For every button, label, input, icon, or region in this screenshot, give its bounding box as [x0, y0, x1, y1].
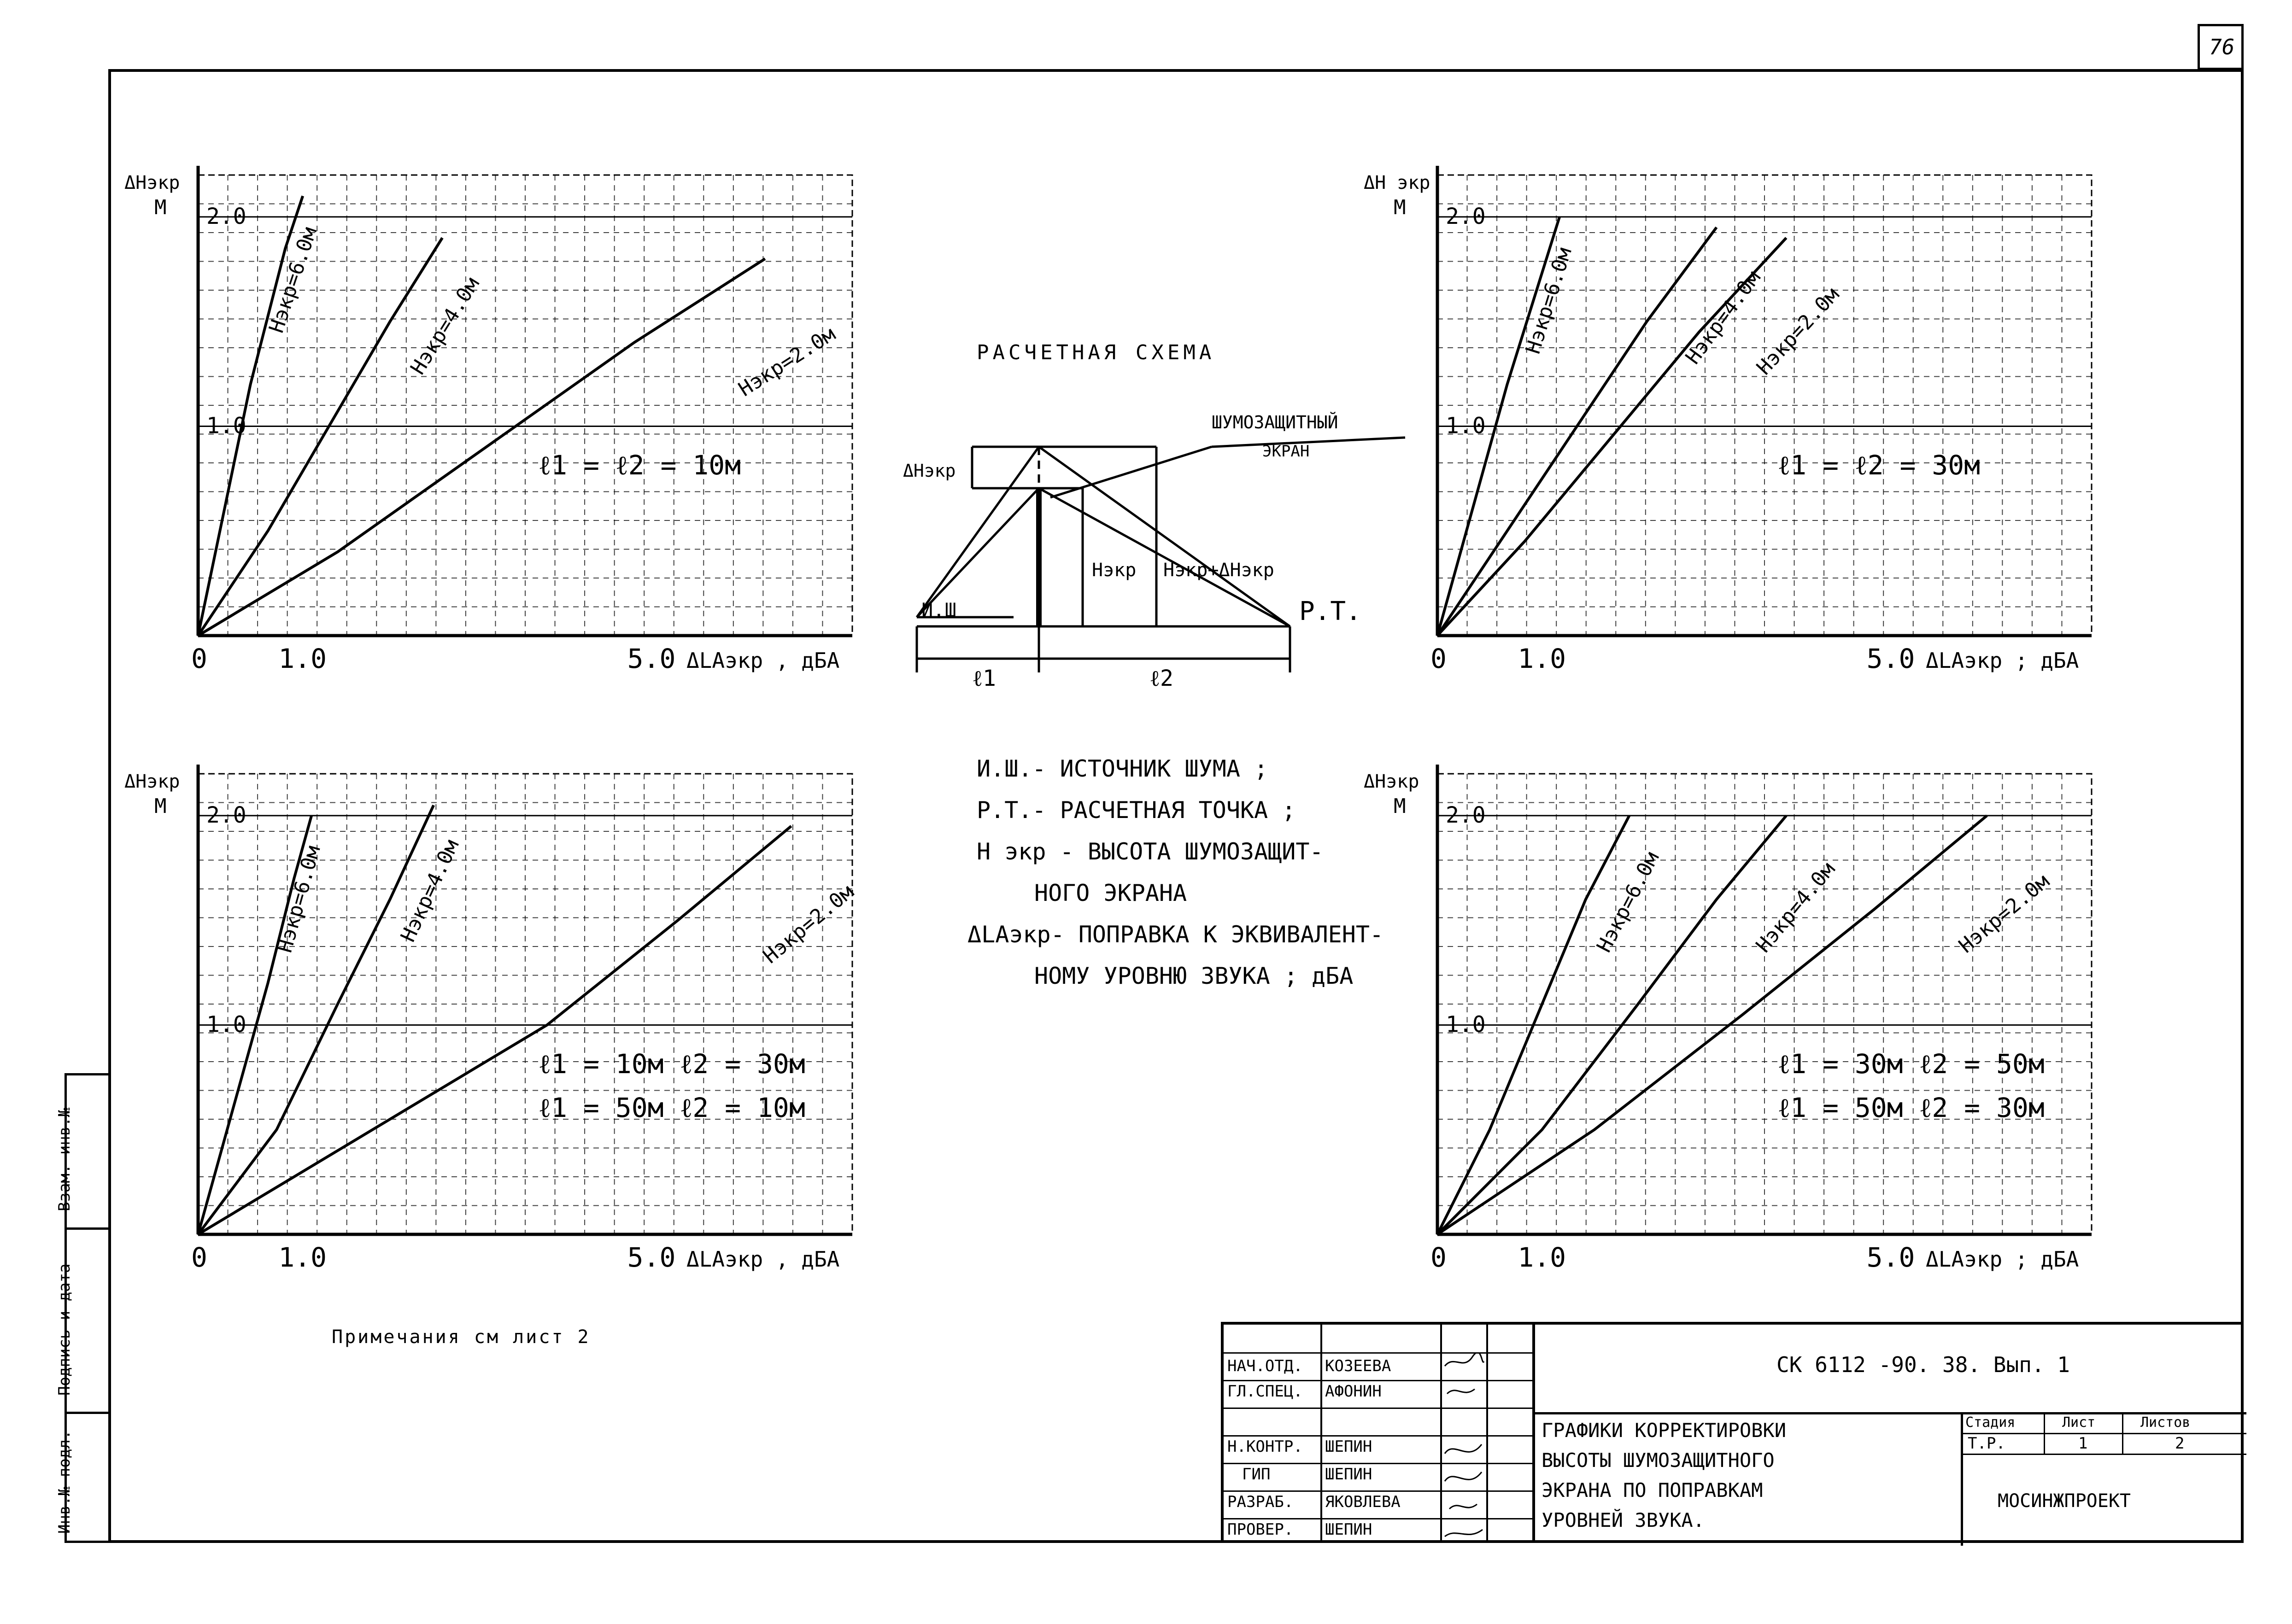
title-line-4: УРОВНЕЙ ЗВУКА. — [1542, 1509, 1705, 1531]
role-3: Н.КОНТР. — [1227, 1437, 1303, 1456]
source-label: И.Ш — [921, 599, 956, 621]
sheet-number-box — [2198, 24, 2244, 70]
stage-value: Т.Р. — [1968, 1434, 2005, 1453]
series-label: Hэкр=2.0м — [734, 322, 840, 402]
chart-annotation: ℓ1 = ℓ2 = 10м — [538, 450, 741, 481]
chart-top-right — [1345, 138, 2175, 691]
x-axis-label: ΔLAэкр , дБА — [686, 1247, 840, 1272]
series-label: Hэкр=6.0м — [273, 843, 325, 955]
series-label: Hэкр=2.0м — [1752, 283, 1844, 380]
screen-label-1: ШУМОЗАЩИТНЫЙ — [1212, 412, 1338, 432]
name-6: ШЕПИН — [1325, 1520, 1372, 1539]
series-label: Hэкр=6.0м — [1521, 245, 1577, 357]
y-tick-label: 1.0 — [1446, 413, 1486, 439]
x-axis-label: ΔLAэкр ; дБА — [1926, 648, 2079, 673]
stage-header: Стадия — [1965, 1414, 2016, 1431]
calculation-scheme — [898, 396, 1428, 709]
y-axis-unit: М — [1394, 794, 1406, 818]
x-tick-label: 1.0 — [278, 643, 327, 674]
x-tick-label: 5.0 — [1866, 1242, 1915, 1273]
side-strip — [0, 1073, 111, 1548]
y-tick-label: 2.0 — [206, 203, 246, 229]
chart-annotation: ℓ1 = 10м ℓ2 = 30м — [538, 1048, 805, 1080]
chart-top-left — [106, 138, 935, 691]
x-axis-label: ΔLAэкр ; дБА — [1926, 1247, 2079, 1272]
ray-wall-point — [1039, 488, 1290, 626]
definition-1: И.Ш.- ИСТОЧНИК ШУМА ; — [977, 755, 1268, 782]
role-4: ГИП — [1242, 1465, 1271, 1484]
y-tick-label: 1.0 — [1446, 1011, 1486, 1038]
l2-label: ℓ2 — [1149, 666, 1173, 691]
chart-annotation: ℓ1 = ℓ2 = 30м — [1777, 450, 1981, 481]
series-label: Hэкр=6.0м — [264, 224, 322, 336]
ray-top-point — [1039, 447, 1290, 626]
sheet-header: Лист — [2062, 1414, 2096, 1431]
name-1: КОЗЕЕВА — [1325, 1357, 1391, 1375]
y-tick-label: 2.0 — [1446, 203, 1486, 229]
name-5: ЯКОВЛЕВА — [1325, 1493, 1401, 1511]
role-2: ГЛ.СПЕЦ. — [1227, 1382, 1303, 1401]
y-axis-label: ΔHэкр — [1364, 771, 1419, 792]
x-tick-label: 1.0 — [278, 1242, 327, 1273]
note: Примечания см лист 2 — [332, 1326, 591, 1348]
x-axis-label: ΔLAэкр , дБА — [686, 648, 840, 673]
series-label: Hэкр=2.0м — [1954, 869, 2054, 958]
definition-4: НОГО ЭКРАНА — [1034, 880, 1187, 906]
definition-3: Н экр - ВЫСОТА ШУМОЗАЩИТ- — [977, 838, 1324, 865]
chart-bottom-left — [106, 737, 935, 1290]
side-label-replace: Взам. инв.№ — [55, 1107, 74, 1211]
name-4: ШЕПИН — [1325, 1465, 1372, 1484]
y-tick-label: 1.0 — [206, 413, 246, 439]
title-line-1: ГРАФИКИ КОРРЕКТИРОВКИ — [1542, 1419, 1787, 1442]
y-tick-label: 2.0 — [206, 802, 246, 828]
series-label: Hэкр=4.0м — [1751, 858, 1840, 957]
role-6: ПРОВЕР. — [1227, 1520, 1294, 1539]
y-axis-label: ΔHэкр — [124, 771, 180, 792]
series-label: Hэкр=4.0м — [1681, 266, 1765, 369]
sheet-value: 1 — [2078, 1434, 2088, 1453]
side-label-sign: Подпись и дата — [55, 1263, 74, 1396]
y-axis-label: ΔH экр — [1364, 172, 1430, 193]
x-tick-label: 0 — [191, 1242, 207, 1273]
chart-annotation: ℓ1 = 50м ℓ2 = 30м — [1777, 1092, 2045, 1123]
y-axis-unit: М — [154, 196, 167, 219]
signatures — [1440, 1352, 1486, 1546]
y-axis-label: ΔHэкр — [124, 172, 180, 193]
sheet-number: 76 — [2209, 35, 2235, 59]
series-label: Hэкр=2.0м — [758, 880, 858, 969]
scheme-title: РАСЧЕТНАЯ СХЕМА — [977, 341, 1215, 364]
l1-label: ℓ1 — [972, 666, 996, 691]
x-tick-label: 5.0 — [1866, 643, 1915, 674]
y-axis-unit: М — [154, 794, 167, 818]
chart-annotation: ℓ1 = 50м ℓ2 = 10м — [538, 1092, 805, 1123]
ray-source-wall — [917, 488, 1039, 617]
series-label: Hэкр=6.0м — [1592, 847, 1664, 956]
screen-label-2: ЭКРАН — [1262, 442, 1310, 461]
name-2: АФОНИН — [1325, 1382, 1382, 1401]
chart-bottom-right — [1345, 737, 2175, 1290]
x-tick-label: 1.0 — [1518, 1242, 1566, 1273]
x-tick-label: 0 — [191, 643, 207, 674]
h-label: Hэкр — [1092, 560, 1137, 581]
h-plus-label: Hэкр+ΔHэкр — [1163, 560, 1274, 581]
definition-5: ΔLAэкр- ПОПРАВКА К ЭКВИВАЛЕНТ- — [967, 921, 1384, 948]
chart-annotation: ℓ1 = 30м ℓ2 = 50м — [1777, 1048, 2045, 1080]
x-tick-label: 1.0 — [1518, 643, 1566, 674]
side-label-inv: Инв.№ подл. — [55, 1430, 74, 1534]
role-5: РАЗРАБ. — [1227, 1493, 1294, 1511]
role-1: НАЧ.ОТД. — [1227, 1357, 1303, 1375]
x-tick-label: 0 — [1430, 1242, 1447, 1273]
definition-2: Р.Т.- РАСЧЕТНАЯ ТОЧКА ; — [977, 797, 1296, 824]
sheets-value: 2 — [2175, 1434, 2185, 1453]
y-tick-label: 1.0 — [206, 1011, 246, 1038]
y-tick-label: 2.0 — [1446, 802, 1486, 828]
doc-code: СК 6112 -90. 38. Вып. 1 — [1776, 1352, 2070, 1377]
sheets-header: Листов — [2140, 1414, 2191, 1431]
x-tick-label: 0 — [1430, 643, 1447, 674]
x-tick-label: 5.0 — [627, 643, 676, 674]
title-line-2: ВЫСОТЫ ШУМОЗАЩИТНОГО — [1542, 1449, 1775, 1472]
series-label: Hэкр=4.0м — [396, 836, 464, 946]
series-label: Hэкр=4.0м — [406, 273, 484, 379]
org-name: МОСИНЖПРОЕКТ — [1998, 1490, 2131, 1512]
title-line-3: ЭКРАНА ПО ПОПРАВКАМ — [1542, 1479, 1763, 1501]
y-axis-unit: М — [1394, 196, 1406, 219]
definition-6: НОМУ УРОВНЮ ЗВУКА ; дБА — [1034, 963, 1354, 989]
title-block — [1221, 1322, 2244, 1543]
x-tick-label: 5.0 — [627, 1242, 676, 1273]
name-3: ШЕПИН — [1325, 1437, 1372, 1456]
point-label: P.T. — [1299, 596, 1361, 626]
dh-label: ΔHэкр — [903, 461, 956, 481]
